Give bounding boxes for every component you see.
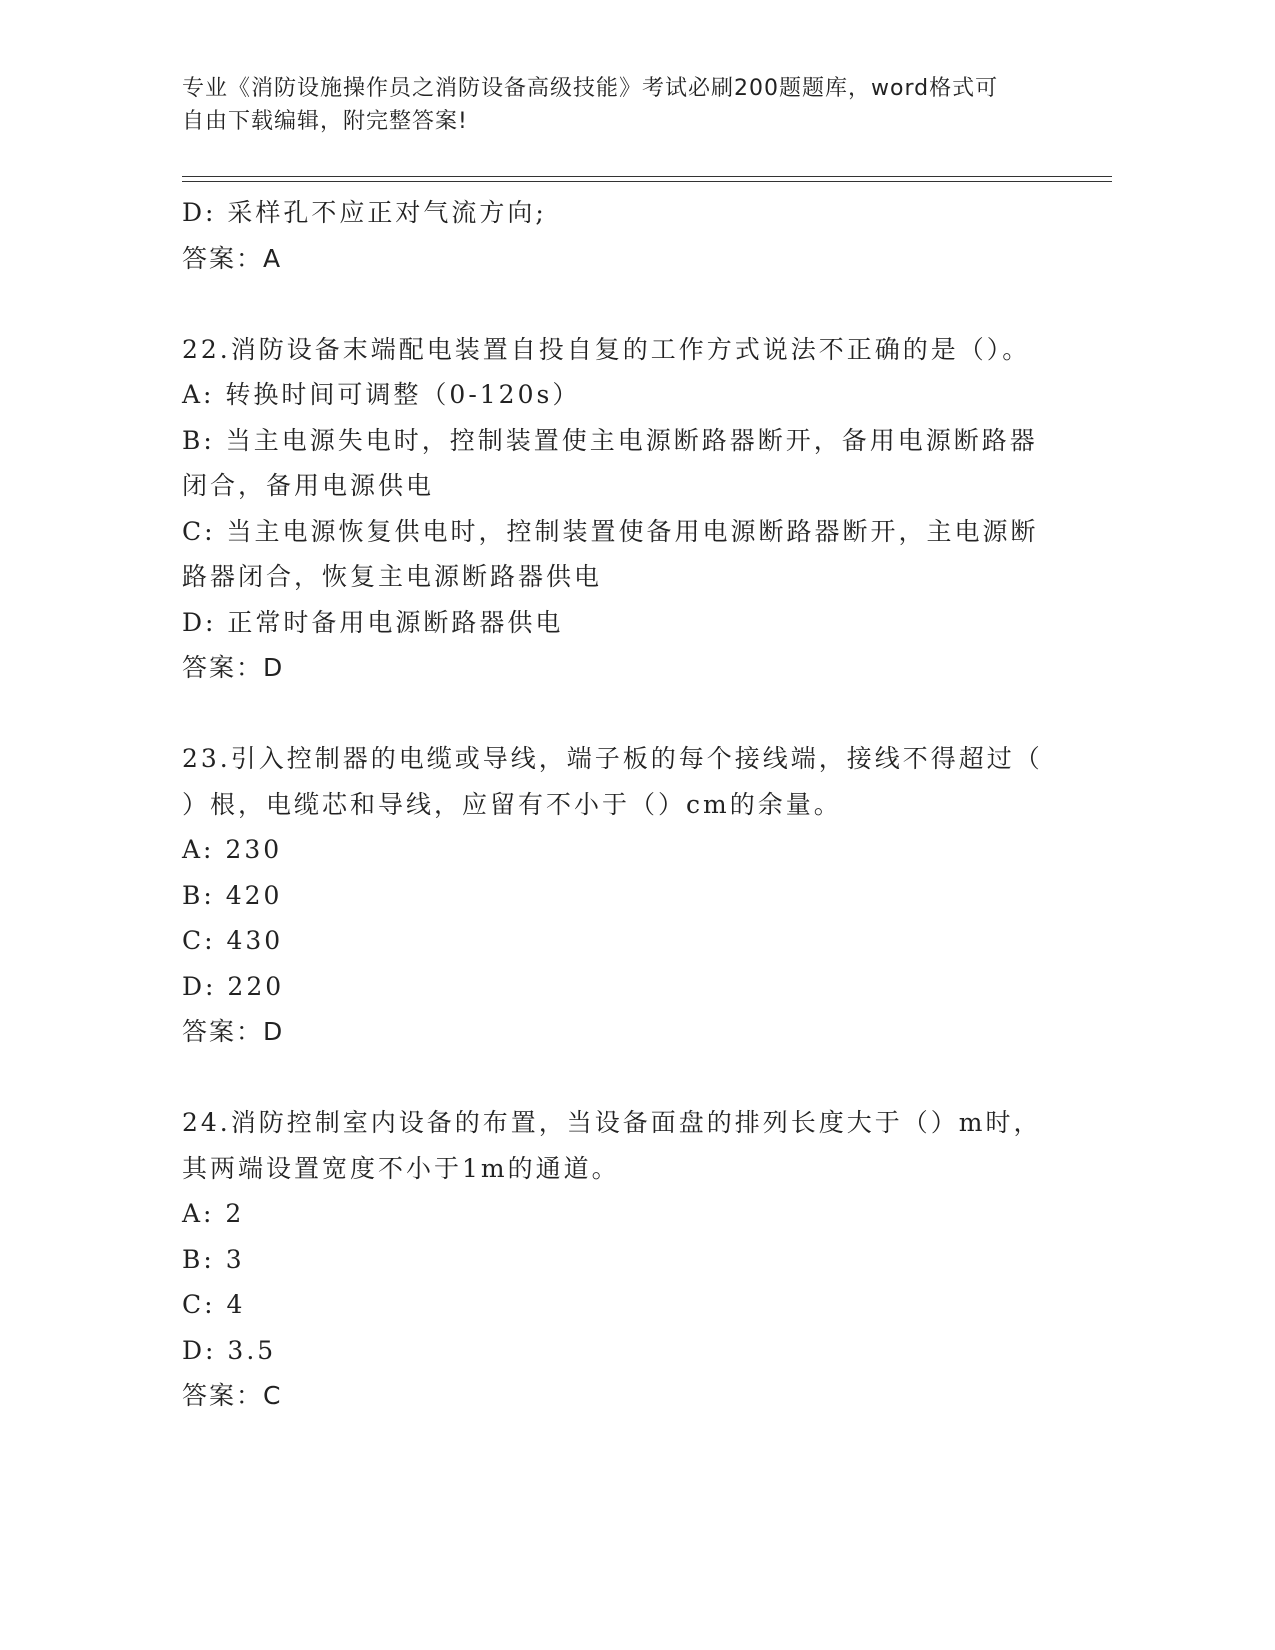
option-b-continued: 闭合，备用电源供电	[182, 471, 435, 500]
answer-line: 答案：D	[182, 653, 285, 682]
question-stem-continued: ）根，电缆芯和导线，应留有不小于（）cm的余量。	[182, 789, 842, 819]
option-c: C: 430	[182, 926, 284, 955]
question-stem: 23.引入控制器的电缆或导线，端子板的每个接线端，接线不得超过（	[182, 744, 1043, 773]
header-divider-top	[182, 176, 1112, 177]
spacer	[182, 1055, 1082, 1101]
answer-line: 答案：C	[182, 1381, 283, 1410]
option-b: B: 420	[182, 880, 283, 910]
option-d: D: 220	[182, 971, 285, 1001]
document-header	[182, 72, 1042, 138]
answer-line: 答案：D	[182, 1017, 285, 1046]
option-a: A: 转换时间可调整（0-120s）	[182, 380, 581, 409]
option-b: B: 当主电源失电时，控制装置使主电源断路器断开，备用电源断路器	[182, 425, 1038, 455]
header-title-line-2: 自由下载编辑，附完整答案!	[182, 109, 468, 134]
option-a: A: 2	[182, 1199, 245, 1228]
question-21-tail	[182, 190, 1082, 281]
question-22	[182, 327, 1082, 691]
option-d: D: 3.5	[182, 1335, 277, 1365]
question-content	[182, 190, 1082, 1419]
answer-line: 答案：A	[182, 243, 283, 273]
option-d: D: 正常时备用电源断路器供电	[182, 607, 564, 637]
option-a: A: 230	[182, 835, 283, 864]
question-23	[182, 736, 1082, 1055]
question-24	[182, 1100, 1082, 1419]
option-c-continued: 路器闭合，恢复主电源断路器供电	[182, 562, 603, 591]
question-stem-continued: 其两端设置宽度不小于1m的通道。	[182, 1153, 620, 1183]
option-d: D: 采样孔不应正对气流方向;	[182, 198, 547, 227]
question-stem: 24.消防控制室内设备的布置，当设备面盘的排列长度大于（）m时，	[182, 1108, 1042, 1137]
option-b: B: 3	[182, 1244, 245, 1274]
question-stem: 22.消防设备末端配电装置自投自复的工作方式说法不正确的是（）。	[182, 334, 1031, 364]
header-divider-bottom	[182, 181, 1112, 182]
spacer	[182, 691, 1082, 737]
header-title-line-1: 专业《消防设施操作员之消防设备高级技能》考试必刷200题题库，word格式可	[182, 76, 999, 101]
spacer	[182, 281, 1082, 327]
option-c: C: 4	[182, 1290, 246, 1319]
option-c: C: 当主电源恢复供电时，控制装置使备用电源断路器断开，主电源断	[182, 516, 1039, 546]
